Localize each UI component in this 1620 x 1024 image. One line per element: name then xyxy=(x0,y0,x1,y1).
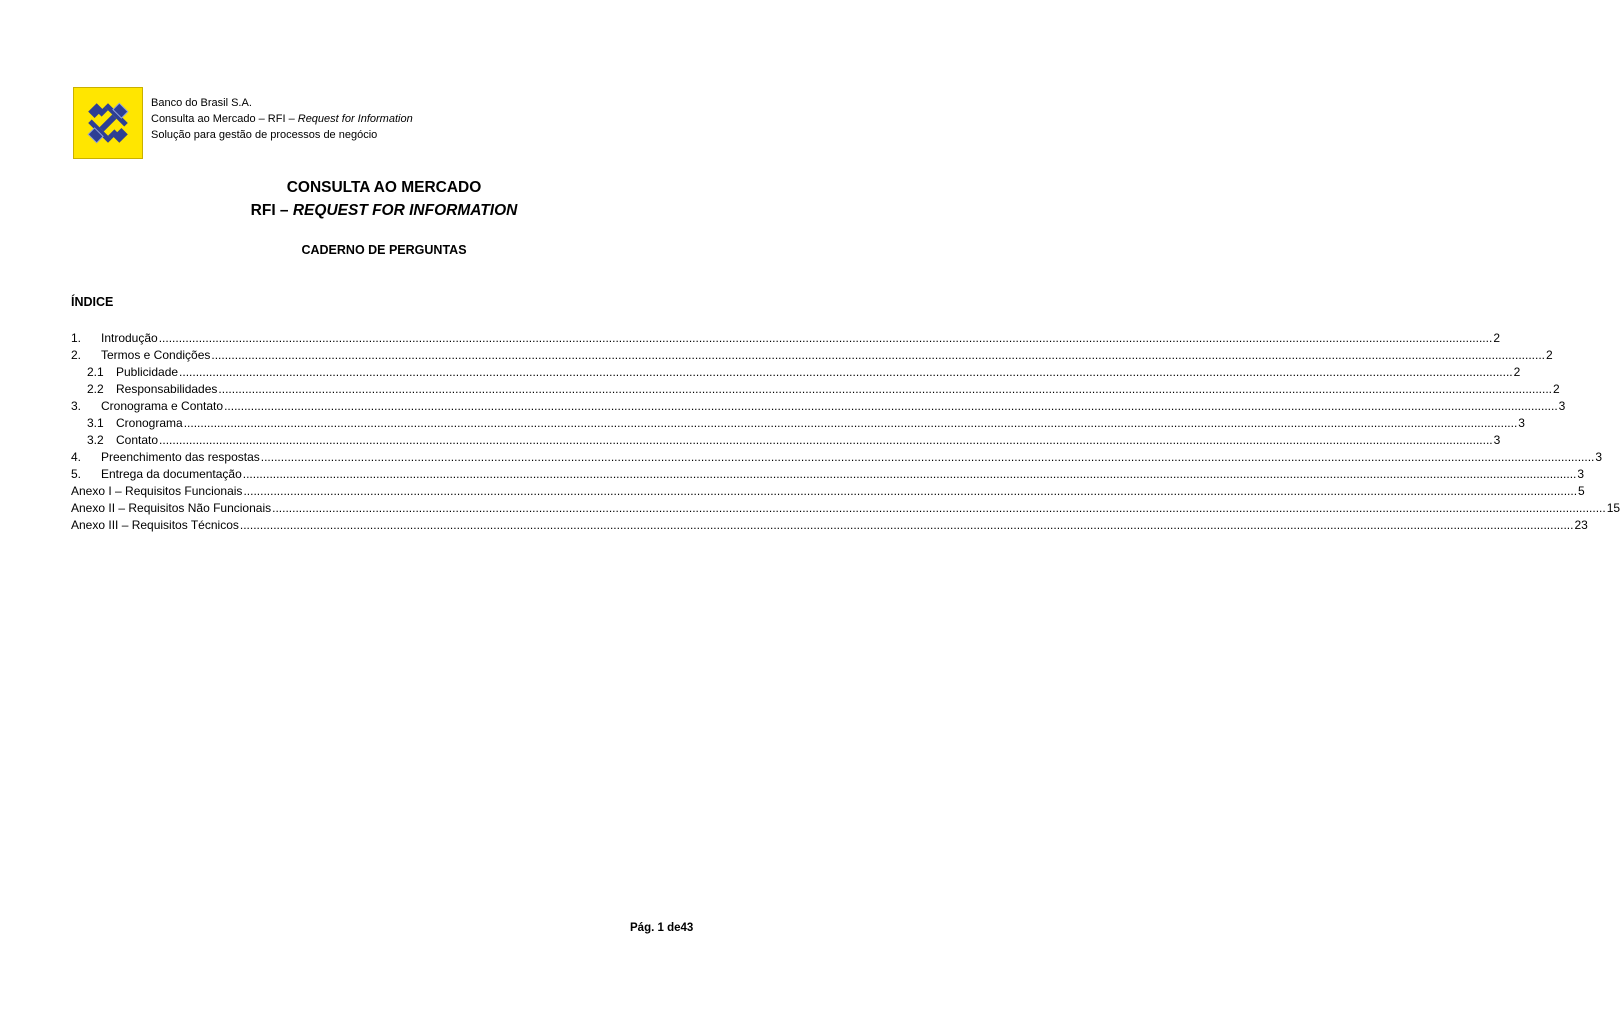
header-subtitle: Consulta ao Mercado – RFI – Request for Information xyxy=(151,113,413,125)
toc-dot-leader: ................................................................................................................................................................................................................................................................................................................................................................................................................ xyxy=(239,518,1574,532)
toc-entry-page: 23 xyxy=(1574,518,1588,532)
toc-entry[interactable] xyxy=(71,483,1585,500)
toc-entry-page: 15 xyxy=(1606,501,1620,515)
toc-entry[interactable] xyxy=(71,381,1560,398)
toc-dot-leader: ................................................................................................................................................................................................................................................................................................................................................................................................................ xyxy=(183,416,1518,430)
toc-entry-page: 2 xyxy=(1553,382,1560,396)
toc-entry-number: 3.1 xyxy=(87,416,104,430)
toc-dot-leader: ................................................................................................................................................................................................................................................................................................................................................................................................................ xyxy=(218,382,1552,396)
toc-dot-leader: ................................................................................................................................................................................................................................................................................................................................................................................................................ xyxy=(272,501,1606,515)
toc-entry-title: Introdução xyxy=(101,331,158,345)
toc-entry-title: Cronograma e Contato xyxy=(101,399,224,413)
toc-entry-page: 3 xyxy=(1577,467,1585,481)
toc-entry-number: 3. xyxy=(71,399,82,413)
toc-entry[interactable] xyxy=(71,449,1603,466)
document-title: CONSULTA AO MERCADO xyxy=(286,179,482,196)
toc-entry-page: 3 xyxy=(1558,399,1566,413)
document-title-rfi: RFI – REQUEST FOR INFORMATION xyxy=(250,202,518,219)
document-header xyxy=(151,95,413,143)
toc-entry[interactable] xyxy=(71,466,1585,483)
toc-entry-number: 1. xyxy=(71,331,82,345)
toc-entry-title: Anexo II – Requisitos Não Funcionais xyxy=(71,501,272,515)
toc-entry-title: Cronograma xyxy=(116,416,183,430)
table-of-contents xyxy=(71,330,1620,534)
toc-entry-number: 2.1 xyxy=(87,365,104,379)
index-heading: ÍNDICE xyxy=(71,295,114,309)
toc-dot-leader: ................................................................................................................................................................................................................................................................................................................................................................................................................ xyxy=(159,433,1493,447)
toc-entry-page: 3 xyxy=(1493,433,1501,447)
toc-entry-title: Preenchimento das respostas xyxy=(101,450,260,464)
toc-entry[interactable] xyxy=(71,398,1566,415)
toc-entry-page: 2 xyxy=(1513,365,1521,379)
toc-entry-title: Responsabilidades xyxy=(116,382,218,396)
toc-entry-title: Publicidade xyxy=(116,365,179,379)
toc-entry[interactable] xyxy=(71,415,1525,432)
toc-dot-leader: ................................................................................................................................................................................................................................................................................................................................................................................................................ xyxy=(242,467,1577,481)
toc-entry[interactable] xyxy=(71,500,1620,517)
toc-entry[interactable] xyxy=(71,364,1521,381)
toc-entry-title: Anexo III – Requisitos Técnicos xyxy=(71,518,239,532)
toc-entry-number: 3.2 xyxy=(87,433,104,447)
toc-entry-title: Termos e Condições xyxy=(101,348,211,362)
toc-dot-leader: ................................................................................................................................................................................................................................................................................................................................................................................................................ xyxy=(158,331,1493,345)
toc-entry-title: Anexo I – Requisitos Funcionais xyxy=(71,484,243,498)
document-subtitle: CADERNO DE PERGUNTAS xyxy=(301,243,467,257)
toc-entry-title: Contato xyxy=(116,433,159,447)
toc-dot-leader: ................................................................................................................................................................................................................................................................................................................................................................................................................ xyxy=(211,348,1545,362)
toc-entry-number: 4. xyxy=(71,450,82,464)
banco-do-brasil-logo-icon xyxy=(73,87,143,159)
toc-dot-leader: ................................................................................................................................................................................................................................................................................................................................................................................................................ xyxy=(179,365,1513,379)
toc-entry-title: Entrega da documentação xyxy=(101,467,242,481)
toc-entry[interactable] xyxy=(71,517,1588,534)
header-solution: Solução para gestão de processos de negócio xyxy=(151,129,378,141)
toc-entry-number: 2.2 xyxy=(87,382,104,396)
toc-entry-page: 2 xyxy=(1493,331,1500,345)
toc-entry-page: 3 xyxy=(1518,416,1525,430)
page-number: Pág. 1 de43 xyxy=(630,922,694,934)
toc-entry-page: 2 xyxy=(1545,348,1553,362)
toc-entry-page: 5 xyxy=(1578,484,1585,498)
toc-dot-leader: ................................................................................................................................................................................................................................................................................................................................................................................................................ xyxy=(243,484,1578,498)
toc-dot-leader: ................................................................................................................................................................................................................................................................................................................................................................................................................ xyxy=(260,450,1595,464)
toc-entry[interactable] xyxy=(71,330,1500,347)
toc-entry-page: 3 xyxy=(1595,450,1603,464)
toc-dot-leader: ................................................................................................................................................................................................................................................................................................................................................................................................................ xyxy=(224,399,1558,413)
toc-entry-number: 2. xyxy=(71,348,82,362)
organization-name: Banco do Brasil S.A. xyxy=(151,97,252,109)
toc-entry[interactable] xyxy=(71,432,1501,449)
toc-entry-number: 5. xyxy=(71,467,82,481)
toc-entry[interactable] xyxy=(71,347,1553,364)
